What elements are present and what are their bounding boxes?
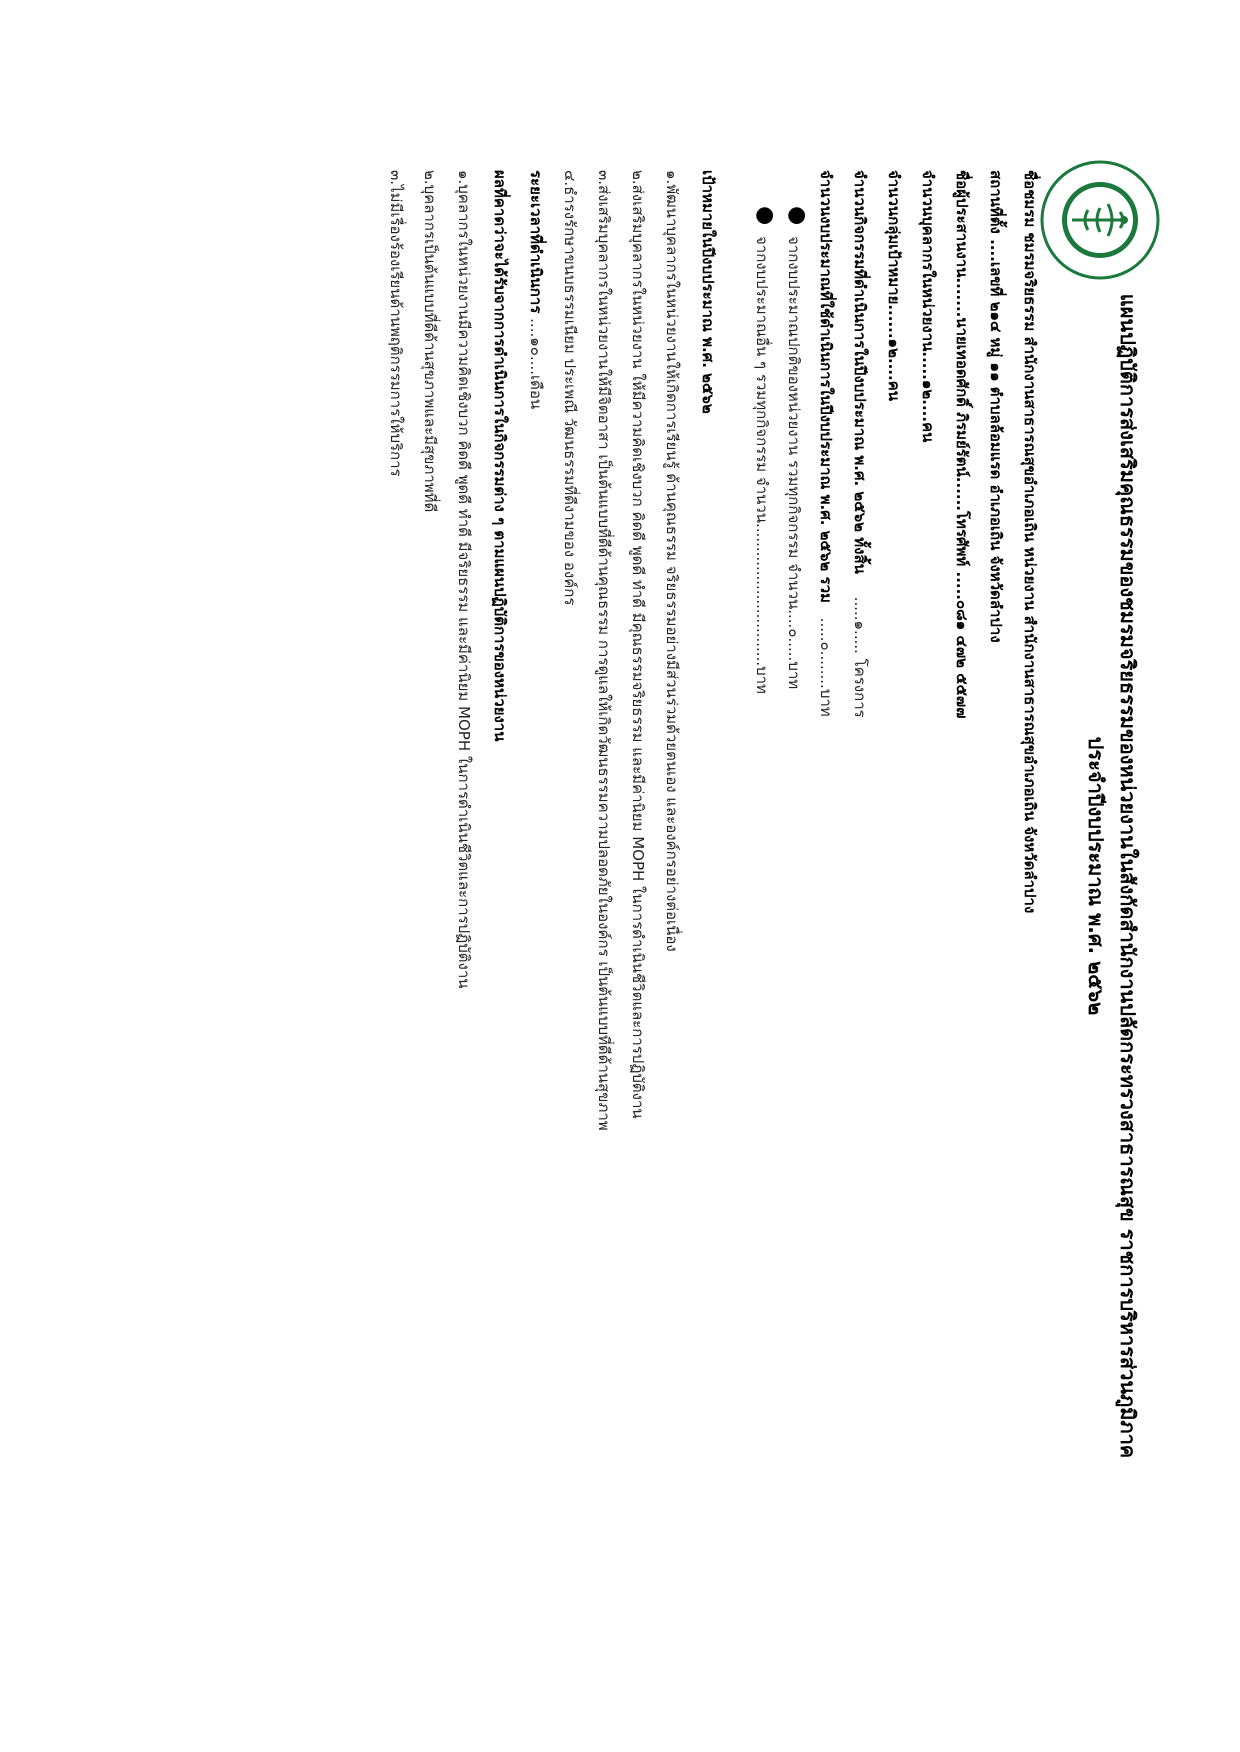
goal-item: ๒.ส่งเสริมบุคลากรในหน่วยงาน ให้มีความคิดเชิงบวก คิดดี พูดดี ทำดี มีคุณธรรมจริยธรรม และมีค่านิยม MOPH ในการดำเนินชีวิตและการปฏิบัติงาน	[629, 170, 647, 1119]
goals-heading: เป้าหมายในปีงบประมาณ พ.ศ. ๒๕๖๒	[699, 170, 717, 414]
budget-label: จำนวนงบประมาณที่ใช้ดำเนินการในปีงบประมาณ พ.ศ. ๒๕๖๒ รวม	[817, 170, 835, 603]
expected-item: ๓.ไม่มีเรื่องร้องเรียนด้านพฤติกรรมการให้บริการ	[387, 170, 405, 477]
expected-item: ๑.บุคลากรในหน่วยงานมีความคิดเชิงบวก คิดดี พูดดี ทำดี มีจริยธรรม และมีค่านิยม MOPH ในการดำเนินชีวิตและการปฏิบัติงาน	[455, 170, 473, 989]
activity-count-label: จำนวนกิจกรรมที่ดำเนินการในปีงบประมาณ พ.ศ. ๒๕๖๒ ทั้งสิ้น	[851, 170, 869, 574]
goal-item: ๔.ธำรงรักษาขนบธรรมเนียม ประเพณี วัฒนธรรมที่ดีงามของ องค์กร	[561, 170, 579, 606]
activity-count	[848, 170, 872, 718]
bullet-icon: ●	[753, 206, 778, 226]
goal-item: ๓.ส่งเสริมบุคลากรในหน่วยงานให้มีจิตอาสา เป็นต้นแบบที่ดีด้านคุณธรรม การดูแลให้เกิดวัฒนธรรมความปลอดภัยในองค์กร เป็นต้นแบบที่ดีด้านสุขภาพ	[595, 170, 613, 1131]
club-name: ชื่อชมรม ชมรมจริยธรรม สำนักงานสาธารณสุขอำเภอเถิน หน่วยงาน สำนักงานสาธารณสุขอำเภอเถิน จังหวัดลำปาง	[1021, 170, 1039, 914]
duration-label: ระยะเวลาที่ดำเนินการ	[527, 170, 545, 314]
budget-item: จากงบประมาณอื่น ๆ รวมทุกกิจกรรม จำนวน..............................บาท	[753, 236, 771, 694]
staff-count: จำนวนบุคลากรในหน่วยงาน.....๑๒....คน	[919, 170, 937, 443]
budget-value: .....๐........บาท	[817, 617, 835, 717]
goal-item: ๑.พัฒนาบุคลากรในหน่วยงานให้เกิดการเรียนรู้ ด้านคุณธรรม จริยธรรมอย่างมีส่วนร่วมด้วยตนเอง และองค์กรอย่างต่อเนื่อง	[663, 170, 681, 952]
fiscal-year-subtitle: ประจำปีงบประมาณ พ.ศ. ๒๕๖๒	[1084, 736, 1108, 1016]
expected-item: ๒.บุคลากรเป็นต้นแบบที่ดีด้านสุขภาพและมีสุขภาพที่ดี	[421, 170, 439, 513]
expected-results-heading: ผลที่คาดว่าจะได้รับจากการดำเนินการในกิจกรรมต่าง ๆ ตามแผนปฏิบัติการของหน่วยงาน	[491, 170, 509, 742]
budget-total	[814, 170, 838, 717]
bullet-icon: ●	[785, 206, 810, 226]
activity-count-value: .....๑..... โครงการ	[851, 596, 869, 718]
duration-value: ....๑๐....เดือน	[527, 318, 545, 410]
document-title: แผนปฏิบัติการส่งเสริมคุณธรรมของชมรมจริยธรรมของหน่วยงานในสังกัดสำนักงานปลัดกระทรวงสาธารณสุข ราชการบริหารส่วนภูมิภาค	[1116, 293, 1140, 1459]
coordinator: ชื่อผู้ประสานงาน.......นายเทอดศักดิ์ ภิรมย์รัตน์......โทรศัพท์ .....๐๘๑ ๔๗๒ ๕๕๗๗	[953, 170, 971, 719]
address: สถานที่ตั้ง ....เลขที่ ๒๑๔ หมู่ ๑๑ ตำบลล้อมแรด อำเภอเถิน จังหวัดลำปาง	[987, 170, 1005, 643]
target-count: จำนวนกลุ่มเป้าหมาย......๑๒....คน	[885, 170, 903, 402]
duration	[524, 170, 548, 409]
budget-item: จากงบประมาณปกติของหน่วยงาน รวมทุกกิจกรรม จำนวน....๐.....บาท	[785, 236, 803, 690]
